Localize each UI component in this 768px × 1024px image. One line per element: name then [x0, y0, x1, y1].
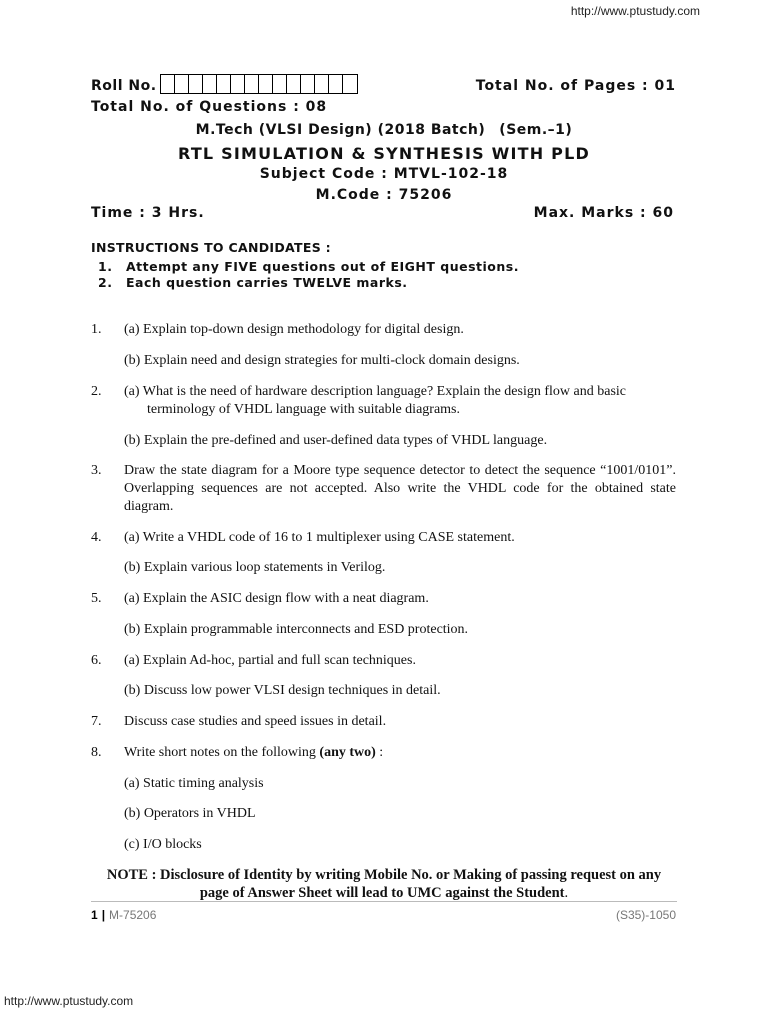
semester: (Sem.–1) [499, 122, 573, 138]
question-part: (a) What is the need of hardware description language? Explain the design flow and basic terminology of VHDL language with suitable diagrams. [124, 384, 627, 417]
roll-box [273, 75, 287, 93]
question-part: (c) I/O blocks [124, 837, 202, 852]
footer-divider [91, 901, 677, 902]
note-line-1: NOTE : Disclosure of Identity by writing Mobile No. or Making of passing request on any [106, 867, 662, 883]
subject-title: RTL SIMULATION & SYNTHESIS WITH PLD [178, 144, 590, 163]
roll-box [329, 75, 343, 93]
max-marks: Max. Marks : 60 [533, 205, 674, 221]
footer-paper-code: (S35)-1050 [615, 908, 676, 922]
question-part: (a) Explain the ASIC design flow with a neat diagram. [124, 591, 429, 606]
question-part: (a) Explain top-down design methodology for digital design. [124, 322, 464, 337]
instructions-heading: INSTRUCTIONS TO CANDIDATES : [91, 240, 331, 255]
question-8-item [91, 836, 676, 854]
question-part: (b) Explain the pre-defined and user-defined data types of VHDL language. [124, 433, 548, 448]
question-number: 2. [91, 384, 102, 399]
page-footer [91, 908, 676, 922]
question-number: 8. [91, 745, 102, 760]
roll-box [245, 75, 259, 93]
question-number: 1. [91, 322, 102, 337]
roll-box [287, 75, 301, 93]
question-8 [91, 744, 676, 762]
question-6 [91, 652, 676, 670]
question-text: Discuss case studies and speed issues in detail. [124, 714, 387, 729]
m-code: M.Code : 75206 [315, 187, 453, 203]
question-part: (a) Write a VHDL code of 16 to 1 multiplexer using CASE statement. [124, 530, 515, 545]
question-part: (b) Explain need and design strategies for multi-clock domain designs. [124, 353, 520, 368]
question-6-part-b [91, 682, 676, 700]
disclosure-note [0, 866, 768, 902]
question-7 [91, 713, 676, 731]
course-name: M.Tech (VLSI Design) (2018 Batch) [195, 122, 486, 138]
roll-box [217, 75, 231, 93]
question-part: (b) Discuss low power VLSI design techniques in detail. [124, 683, 441, 698]
question-1 [91, 321, 676, 339]
question-number: 7. [91, 714, 102, 729]
instruction-item: 1. Attempt any FIVE questions out of EIGHT questions. [98, 259, 519, 274]
question-2-part-b [91, 432, 676, 450]
instruction-item: 2. Each question carries TWELVE marks. [98, 275, 408, 290]
question-part: (a) Static timing analysis [124, 776, 264, 791]
roll-box [175, 75, 189, 93]
question-5-part-b [91, 621, 676, 639]
time-marks-row [91, 205, 674, 221]
roll-number-row [91, 74, 676, 96]
roll-box [343, 75, 357, 93]
question-2 [91, 383, 676, 419]
question-number: 3. [91, 463, 102, 478]
question-text: Write short notes on the following (any two) : [124, 745, 384, 760]
question-number: 5. [91, 591, 102, 606]
question-number: 6. [91, 653, 102, 668]
roll-box [161, 75, 175, 93]
question-text: Draw the state diagram for a Moore type sequence detector to detect the sequence “1001/0101”. Overlapping sequences are not accepted. Also write the VHDL code for the obtained state diagram. [124, 463, 676, 514]
course-line [0, 122, 768, 138]
footer-separator: | [101, 908, 106, 922]
question-8-item [91, 775, 676, 793]
question-part: (b) Operators in VHDL [124, 806, 256, 821]
roll-number-label: Roll No. [91, 78, 157, 94]
question-1-part-b [91, 352, 676, 370]
question-4 [91, 529, 676, 547]
question-8-item [91, 805, 676, 823]
page-number: 1 [91, 908, 98, 922]
roll-box [315, 75, 329, 93]
question-part: (b) Explain programmable interconnects and ESD protection. [124, 622, 469, 637]
roll-number-boxes [160, 74, 358, 94]
roll-box [231, 75, 245, 93]
roll-box [259, 75, 273, 93]
emphasis: (any two) [319, 745, 376, 760]
footer-mcode: M-75206 [109, 908, 157, 922]
roll-box [189, 75, 203, 93]
question-3 [91, 462, 676, 516]
time-allowed: Time : 3 Hrs. [91, 205, 205, 221]
total-questions: Total No. of Questions : 08 [91, 99, 328, 115]
roll-box [301, 75, 315, 93]
subject-code: Subject Code : MTVL-102-18 [259, 166, 509, 182]
question-part: (a) Explain Ad-hoc, partial and full scan techniques. [124, 653, 416, 668]
roll-box [203, 75, 217, 93]
total-pages: Total No. of Pages : 01 [475, 78, 676, 94]
question-4-part-b [91, 559, 676, 577]
question-part: (b) Explain various loop statements in Verilog. [124, 560, 386, 575]
source-url-bottom[interactable]: http://www.ptustudy.com [4, 994, 134, 1008]
question-5 [91, 590, 676, 608]
source-url-top[interactable]: http://www.ptustudy.com [570, 4, 700, 18]
note-line-2: page of Answer Sheet will lead to UMC against the Student [199, 885, 565, 901]
note-period: . [564, 885, 569, 901]
question-number: 4. [91, 530, 102, 545]
